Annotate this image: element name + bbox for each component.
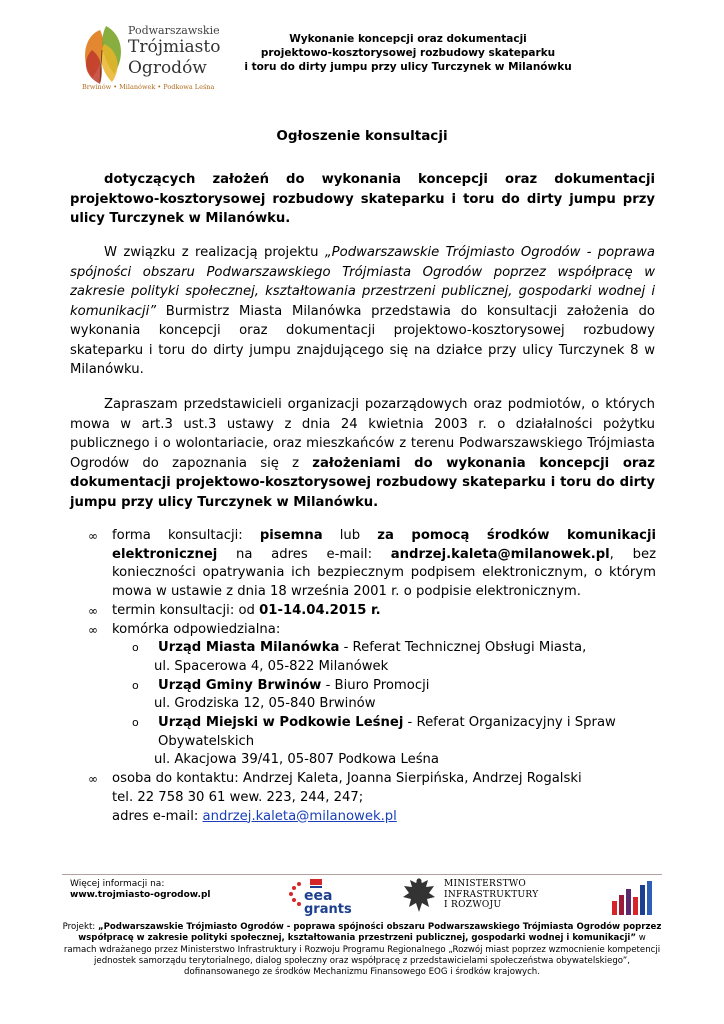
ministry-line: I ROZWOJU xyxy=(444,900,502,910)
form-electronic: za pomocą środków komunikacji elektronicznej xyxy=(112,528,656,562)
unit-name: Urząd Miasta Milanówka xyxy=(158,640,340,656)
grants-text: grants xyxy=(304,902,352,916)
intro-paragraph xyxy=(70,243,655,380)
website-link[interactable]: www.trojmiasto-ogrodow.pl xyxy=(70,890,211,900)
logo-line-3: Ogrodów xyxy=(128,58,207,78)
circle-bullet-icon: o xyxy=(132,716,139,730)
list-item-unit xyxy=(88,621,656,640)
list-item-term xyxy=(88,602,656,621)
details-list xyxy=(88,527,656,826)
bar-chart-logo-icon xyxy=(610,879,658,915)
bullet-icon: ∞ xyxy=(88,772,98,787)
ministry-text xyxy=(444,879,538,911)
unit-dept: - Referat Technicznej Obsługi Miasta, xyxy=(339,640,587,656)
intro-lead: W związku z realizacją projektu xyxy=(104,245,325,260)
form-email: andrzej.kaleta@milanowek.pl xyxy=(390,546,610,562)
footnote-rest: w ramach wdrażanego przez Ministerstwo Infrastruktury i Rozwoju Programu Regionalnego „Rozwój miast poprzez wzmocnienie kompetencji jednostek samorządu terytorialnego, dialog społeczny oraz współpracę z przedstawicielami społeczeństwa obywatelskiego”, dofinansowanego ze środków Mechanizmu Finansowego EOG i środków krajowych. xyxy=(63,933,661,978)
footnote-project: „Podwarszawskie Trójmiasto Ogrodów - poprawa spójności obszaru Podwarszawskiego Trójmiasta Ogrodów poprzez współpracę w zakresie polityki społecznej, kształtowania przestrzeni publicznej, gospodarki wodnej i komunikacji” xyxy=(78,922,662,944)
more-info xyxy=(70,879,210,901)
unit-name: Urząd Gminy Brwinów xyxy=(158,677,322,693)
logo xyxy=(78,20,220,94)
list-item-contact xyxy=(88,770,656,789)
eea-text: eea xyxy=(304,888,333,904)
subject-paragraph: dotyczących założeń do wykonania koncepcji oraz dokumentacji projektowo-kosztorysowej rozbudowy skateparku i toru do dirty jumpu przy ulicy Turczynek w Milanówku. xyxy=(70,172,655,226)
invitation-lead: Zapraszam przedstawicieli organizacji pozarządowych oraz podmiotów, o których mowa w art.3 ust.3 ustawy z dnia 24 kwietnia 2003 r. o działalności pożytku publicznego i o wolontariacie, oraz mieszkańców z terenu Podwarszawskiego Trójmiasta Ogrodów do zapoznania się z xyxy=(70,397,655,471)
unit-address: ul. Spacerowa 4, 05-822 Milanówek xyxy=(154,658,389,674)
header-title xyxy=(228,32,588,74)
unit-address: ul. Grodziska 12, 05-840 Brwinów xyxy=(154,696,376,712)
ministry-line: INFRASTRUKTURY xyxy=(444,889,539,900)
list-item-form xyxy=(88,527,656,602)
form-or: lub xyxy=(322,528,378,543)
contact-persons: osoba do kontaktu: Andrzej Kaleta, Joanna Sierpińska, Andrzej Rogalski xyxy=(112,771,582,787)
unit-dept: - Referat Organizacyjny i Spraw Obywatelskich xyxy=(158,715,616,749)
header-title-line: projektowo-kosztorysowej rozbudowy skateparku xyxy=(260,47,556,59)
project-footnote xyxy=(62,922,662,978)
project-name: „Podwarszawskie Trójmiasto Ogrodów - poprawa spójności obszaru Podwarszawskiego Trójmiasta Ogrodów poprzez współpracę w zakresie polityki społecznej, kształtowania przestrzeni publicznej, gospodarki wodnej i komunikacji” xyxy=(70,245,655,319)
form-lead: forma konsultacji: xyxy=(112,528,260,543)
form-rest: , bez konieczności opatrywania ich bezpiecznym podpisem elektronicznym, o którym mowa w ustawie z dnia 18 września 2001 r. o podpisie elektronicznym. xyxy=(112,546,656,600)
footer-divider xyxy=(62,874,662,875)
bullet-icon: ∞ xyxy=(88,529,98,543)
eea-grants-logo xyxy=(286,876,366,916)
logo-line-2: Trójmiasto xyxy=(128,37,221,57)
header-title-line: i toru do dirty jumpu przy ulicy Turczynek w Milanówku xyxy=(244,61,572,73)
ministry-line: MINISTERSTWO xyxy=(444,879,527,889)
unit-name: Urząd Miejski w Podkowie Leśnej xyxy=(158,715,404,731)
term-dates: 01-14.04.2015 r. xyxy=(259,602,381,618)
circle-bullet-icon: o xyxy=(132,678,139,692)
term-lead: termin konsultacji: od xyxy=(112,602,260,618)
intro-rest: Burmistrz Miasta Milanówka przedstawia do konsultacji założenia do wykonania koncepcji oraz dokumentacji projektowo-kosztorysowej rozbudowy skateparku i toru do dirty jumpu znajdującego się na działce przy ulicy Turczynek 8 w Milanówku. xyxy=(70,303,655,377)
contact-email xyxy=(88,808,656,827)
unit-item xyxy=(88,639,656,658)
contact-email-link[interactable]: andrzej.kaleta@milanowek.pl xyxy=(202,808,397,824)
form-email-lead: na adres e-mail: xyxy=(217,546,391,562)
contact-phone xyxy=(88,789,656,808)
ministry-logo xyxy=(400,874,550,916)
form-written: pisemna xyxy=(259,528,323,543)
more-info-label: Więcej informacji na: xyxy=(70,879,165,889)
bullet-icon: ∞ xyxy=(88,622,98,637)
header-title-line: Wykonanie koncepcji oraz dokumentacji xyxy=(289,33,527,45)
eagle-emblem-icon xyxy=(400,874,438,916)
unit-label: komórka odpowiedzialna: xyxy=(112,621,281,637)
invitation-paragraph xyxy=(70,395,655,512)
footnote-prefix: Projekt: xyxy=(62,922,98,932)
contact-phone-text: tel. 22 758 30 61 wew. 223, 244, 247; xyxy=(112,789,364,805)
bullet-icon: ∞ xyxy=(88,603,98,618)
unit-address: ul. Akacjowa 39/41, 05-807 Podkowa Leśna xyxy=(154,752,439,768)
page-title: Ogłoszenie konsultacji xyxy=(276,128,448,144)
logo-line-1: Podwarszawskie xyxy=(128,24,220,37)
contact-email-lead: adres e-mail: xyxy=(112,808,203,824)
circle-bullet-icon: o xyxy=(132,641,139,655)
invitation-bold: założeniami do wykonania koncepcji oraz dokumentacji projektowo-kosztorysowej rozbudowy skateparku i toru do dirty jumpu przy ulicy Turczynek w Milanówku. xyxy=(70,455,655,510)
unit-dept: - Biuro Promocji xyxy=(321,677,430,693)
unit-item xyxy=(88,677,656,696)
logo-towns: Brwinów • Milanówek • Podkowa Leśna xyxy=(82,83,215,91)
unit-item xyxy=(88,714,656,751)
